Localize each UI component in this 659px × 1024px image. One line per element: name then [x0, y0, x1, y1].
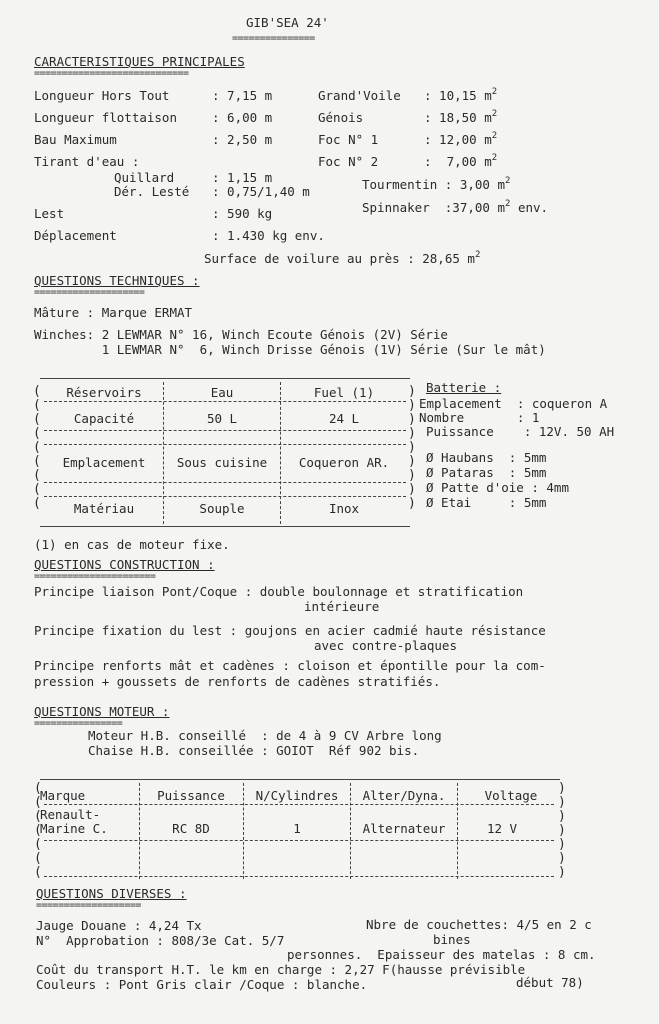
document-page: GIB'SEA 24' =============== CARACTERISTIQUES PRINCIPALES ============================ Longueur Hors Tout : 7,15 m Grand'Voile : 10,15 $m^2$ Longueur flottaison : 6,00 m Génois : 18,50 $m^2$ Bau Maximum : 2,50 m Foc N° 1 : 12,00 $m^2$ Tirant d'eau : Foc N° 2 : 7,00 $m^2$ Quillard : 1,15 m Dér. Lesté : 0,75/1,40 m Tourmentin : 3,00 $m^2$ Lest : 590 kg Spinnaker :37,00 $m^2$ env. Déplacement : 1.430 kg env. Surface de voilure au près : 28,65 $m^2$ QUESTIONS TECHNIQUES : ==================== Mâture : Marque ERMAT Winches: 2 LEWMAR N° 16, Winch Ecoute Génois (2V) Série 1 LEWMAR N° 6, Winch Drisse Génois (1V) Série (Sur le mât) ( ( ( ( ( ( ( ( ( ) ) ) ) ) ) ) ) ) Réservoirs Eau Fuel (1) Capacité 50 L 24 L Emplacement Sous cuisine Coqueron AR. Matériau Souple Inox Batterie : Emplacement : coqueron A Nombre : 1 Puissance : 12V. 50 AH Ø Haubans : 5mm Ø Pataras : 5mm Ø Patte d'oie : 4mm Ø Etai : 5mm (1) en cas de moteur fixe. QUESTIONS CONSTRUCTION : ====================== Principe liaison Pont/Coque : double boulonnage et stratification intérieure Principe fixation du lest : goujons en acier cadmié haute résistance avec contre-plaques Principe renforts mât et cadènes : cloison et épontille pour la com- pression + goussets de renforts de cadènes stratifiés. QUESTIONS MOTEUR : ================ Moteur H.B. conseillé : de 4 à 9 CV Arbre long Chaise H.B. conseillée : GOIOT Réf 902 bis. ( ( ( ( ( ( ( ) ) ) ) ) ) ) Marque Puissance N/Cylindres Alter/Dyna. Voltage Renault- Marine C. RC 8D 1 Alternateur 12 V QUESTIONS DIVERSES : =================== Jauge Douane : 4,24 Tx Nbre de couchettes: 4/5 en 2 c N° Approbation : 808/3e Cat. 5/7 bines personnes. Epaisseur des matelas : 8 cm. Coût du transport H.T. le km en charge : 2,27 F(hausse prévisible Couleurs : Pont Gris clair /Coque : blanche. début 78) [33, 15, 615, 992]
mature-line: Mâture : Marque ERMAT [34, 305, 193, 320]
jauge-line: Jauge Douane : 4,24 Tx [36, 918, 202, 933]
tank-cell: Emplacement [62, 455, 146, 470]
spec-value: : 2,50 m [212, 132, 273, 147]
cout-line: Coût du transport H.T. le km en charge : 2,27 F(hausse prévisible [36, 962, 526, 977]
tank-cell: Coqueron AR. [298, 455, 390, 470]
sail-label: Génois [318, 110, 364, 125]
engine-cell: RC 8D [172, 821, 210, 836]
sail-value: : 18,50 $m^2$ [424, 109, 498, 125]
engine-cell: 12 V [486, 821, 518, 836]
engine-header: Alter/Dyna. [362, 788, 446, 803]
debut-line: début 78) [516, 975, 584, 990]
battery-line: Nombre : 1 [419, 410, 540, 425]
engine-cell: 1 [293, 821, 301, 836]
section-heading-moteur: QUESTIONS MOTEUR : [34, 704, 170, 719]
section-rule: ==================== [34, 287, 145, 298]
quillard-value: : 1,15 m [212, 170, 273, 185]
section-rule: ====================== [34, 571, 156, 582]
spec-label: Longueur flottaison [34, 110, 177, 125]
personnes-line: personnes. Epaisseur des matelas : 8 cm. [287, 947, 596, 962]
tank-cell: 24 L [328, 411, 360, 426]
winches-line-1: Winches: 2 LEWMAR N° 16, Winch Ecoute Génois (2V) Série [34, 327, 448, 342]
tank-cell: 50 L [206, 411, 238, 426]
tank-cell: Capacité [73, 411, 135, 426]
construction-line: intérieure [304, 599, 380, 614]
rigging-line: Ø Patte d'oie : 4mm [426, 480, 569, 495]
engine-cell: Renault- [40, 807, 101, 822]
spinnaker: Spinnaker :37,00 $m^2$ env. [362, 199, 549, 215]
sail-value: : 7,00 $m^2$ [424, 153, 498, 169]
construction-line: Principe renforts mât et cadènes : cloison et épontille pour la com- [34, 658, 546, 673]
section-heading-caracteristiques: CARACTERISTIQUES PRINCIPALES [34, 54, 245, 69]
construction-line: avec contre-plaques [314, 638, 457, 653]
section-rule: =================== [36, 900, 141, 911]
derleste-label: Dér. Lesté [114, 184, 190, 199]
engine-cell: Alternateur [362, 821, 446, 836]
deplacement-value: : 1.430 kg env. [212, 228, 325, 243]
rigging-line: Ø Etai : 5mm [426, 495, 547, 510]
battery-heading: Batterie : [426, 380, 502, 395]
spec-value: : 7,15 m [212, 88, 273, 103]
spec-value: : 6,00 m [212, 110, 273, 125]
spec-label: Bau Maximum [34, 132, 117, 147]
tourmentin: Tourmentin : 3,00 $m^2$ [362, 176, 511, 192]
tank-header: Fuel (1) [313, 385, 375, 400]
sail-label: Grand'Voile [318, 88, 401, 103]
page-title: GIB'SEA 24' [246, 15, 329, 30]
tank-header: Eau [210, 385, 234, 400]
winches-line-2: 1 LEWMAR N° 6, Winch Drisse Génois (1V) Série (Sur le mât) [34, 342, 546, 357]
sail-value: : 12,00 $m^2$ [424, 131, 498, 147]
battery-line: Puissance : 12V. 50 AH [426, 424, 615, 439]
construction-line: Principe fixation du lest : goujons en acier cadmié haute résistance [34, 623, 546, 638]
couleurs-line: Couleurs : Pont Gris clair /Coque : blanche. [36, 977, 368, 992]
rigging-line: Ø Pataras : 5mm [426, 465, 547, 480]
derleste-value: : 0,75/1,40 m [212, 184, 310, 199]
sail-label: Foc N° 1 [318, 132, 379, 147]
surface-voilure: Surface de voilure au près : 28,65 $m^2$ [204, 250, 481, 266]
engine-header: N/Cylindres [255, 788, 339, 803]
engine-cell: Marine C. [40, 821, 108, 836]
sail-label: Foc N° 2 [318, 154, 379, 169]
tank-header: Réservoirs [66, 385, 142, 400]
chaise-line: Chaise H.B. conseillée : GOIOT Réf 902 bis. [88, 743, 420, 758]
sail-value: : 10,15 $m^2$ [424, 87, 498, 103]
quillard-label: Quillard [114, 170, 175, 185]
spec-label: Longueur Hors Tout [34, 88, 170, 103]
section-rule: ============================ [34, 68, 189, 79]
tank-cell: Inox [328, 501, 360, 516]
spec-label: Tirant d'eau : [34, 154, 140, 169]
tank-note: (1) en cas de moteur fixe. [34, 537, 230, 552]
approbation-line: N° Approbation : 808/3e Cat. 5/7 [36, 933, 285, 948]
engine-header: Marque [40, 788, 86, 803]
bines-line: bines [433, 932, 471, 947]
rigging-line: Ø Haubans : 5mm [426, 450, 547, 465]
title-rule: =============== [232, 33, 315, 44]
section-heading-techniques: QUESTIONS TECHNIQUES : [34, 273, 200, 288]
engine-header: Voltage [484, 788, 538, 803]
section-heading-diverses: QUESTIONS DIVERSES : [36, 886, 187, 901]
tank-cell: Souple [199, 501, 245, 516]
section-rule: ================ [34, 718, 123, 729]
moteur-line: Moteur H.B. conseillé : de 4 à 9 CV Arbre long [88, 728, 442, 743]
tank-cell: Sous cuisine [176, 455, 268, 470]
tank-cell: Matériau [73, 501, 135, 516]
construction-line: pression + goussets de renforts de cadènes stratifiés. [34, 674, 441, 689]
lest-value: : 590 kg [212, 206, 273, 221]
construction-line: Principe liaison Pont/Coque : double boulonnage et stratification [34, 584, 524, 599]
lest-label: Lest [34, 206, 65, 221]
engine-header: Puissance [157, 788, 225, 803]
couchettes-line: Nbre de couchettes: 4/5 en 2 c [366, 917, 592, 932]
battery-line: Emplacement : coqueron A [419, 396, 608, 411]
deplacement-label: Déplacement [34, 228, 117, 243]
section-heading-construction: QUESTIONS CONSTRUCTION : [34, 557, 215, 572]
